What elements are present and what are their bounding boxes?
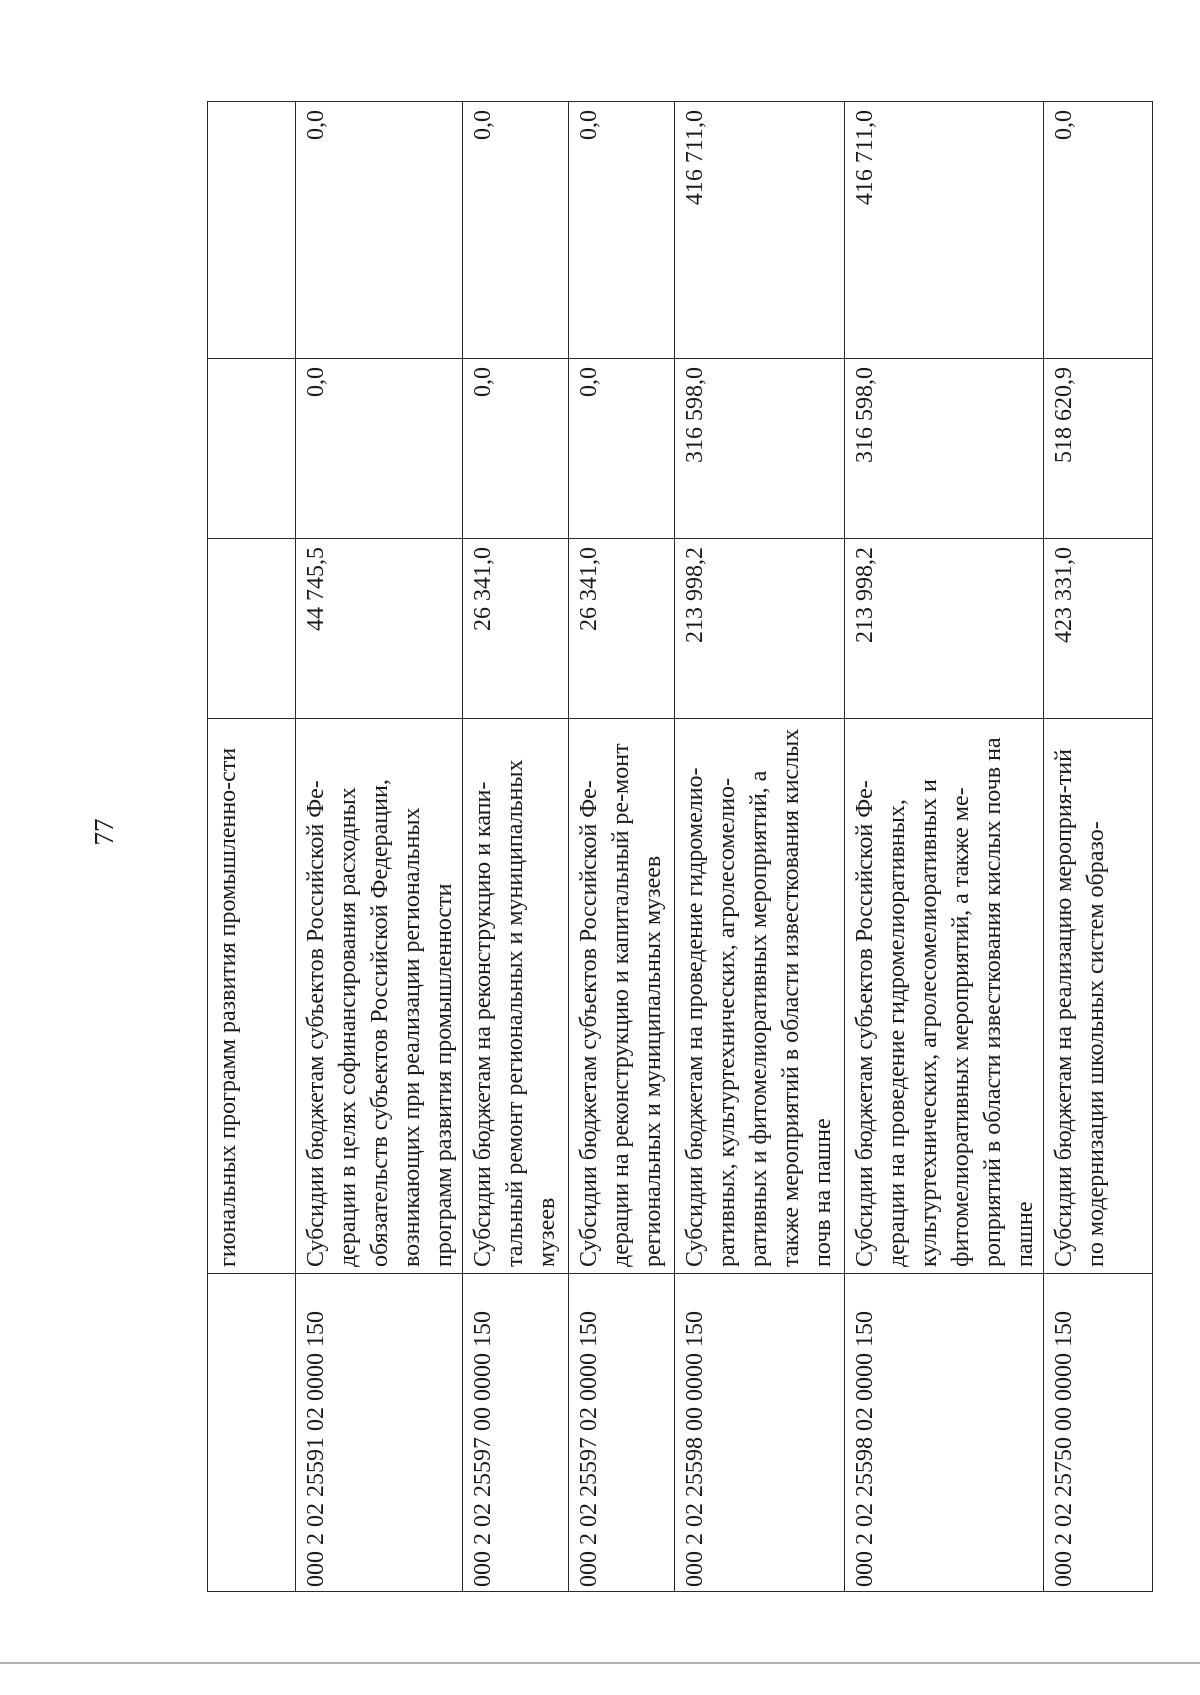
value-cell-3: 416 711,0 xyxy=(675,102,845,359)
table-row xyxy=(208,102,296,1592)
description-cell: Субсидии бюджетам на реализацию мероприя-тий по модернизации школьных систем образо- xyxy=(1044,719,1153,1274)
budget-table xyxy=(207,101,1153,1592)
value-cell-3: 0,0 xyxy=(1044,102,1153,359)
value-cell-1: 213 998,2 xyxy=(845,539,1044,719)
description-cell: Субсидии бюджетам субъектов Российской Фе-дерации на реконструкцию и капитальный ре-монт региональных и муниципальных музеев xyxy=(569,719,675,1274)
value-cell-2 xyxy=(208,359,296,539)
value-cell-2: 316 598,0 xyxy=(845,359,1044,539)
value-cell-1: 213 998,2 xyxy=(675,539,845,719)
rotated-table-container xyxy=(207,102,1109,1592)
table-row xyxy=(845,102,1044,1592)
value-cell-3 xyxy=(208,102,296,359)
budget-code-cell: 000 2 02 25597 00 0000 150 xyxy=(463,1274,569,1592)
budget-code-cell: 000 2 02 25750 00 0000 150 xyxy=(1044,1274,1153,1592)
value-cell-2: 0,0 xyxy=(296,359,463,539)
value-cell-2: 518 620,9 xyxy=(1044,359,1153,539)
value-cell-3: 416 711,0 xyxy=(845,102,1044,359)
value-cell-2: 0,0 xyxy=(569,359,675,539)
description-cell: Субсидии бюджетам на реконструкцию и капи-тальный ремонт региональных и муниципальных музеев xyxy=(463,719,569,1274)
table-row xyxy=(1044,102,1153,1592)
value-cell-3: 0,0 xyxy=(463,102,569,359)
description-cell: Субсидии бюджетам субъектов Российской Фе-дерации на проведение гидромелиоративных, культуртехнических, агролесомелиоративных и фитомелиоративных мероприятий, а также ме-роприятий в области известкования кислых почв на пашне xyxy=(845,719,1044,1274)
table-row xyxy=(569,102,675,1592)
table-row xyxy=(296,102,463,1592)
value-cell-1: 423 331,0 xyxy=(1044,539,1153,719)
description-cell: гиональных программ развития промышленно-сти xyxy=(208,719,296,1274)
value-cell-2: 316 598,0 xyxy=(675,359,845,539)
scan-bottom-edge xyxy=(0,1662,1200,1664)
value-cell-1 xyxy=(208,539,296,719)
page-number: 77 xyxy=(89,818,119,846)
budget-code-cell: 000 2 02 25598 00 0000 150 xyxy=(675,1274,845,1592)
budget-code-cell xyxy=(208,1274,296,1592)
table-row xyxy=(463,102,569,1592)
value-cell-2: 0,0 xyxy=(463,359,569,539)
description-cell: Субсидии бюджетам субъектов Российской Фе-дерации в целях софинансирования расходных обязательств субъектов Российской Федерации, возникающих при реализации региональных программ развития промышленности xyxy=(296,719,463,1274)
budget-code-cell: 000 2 02 25598 02 0000 150 xyxy=(845,1274,1044,1592)
description-cell: Субсидии бюджетам на проведение гидромелио-ративных, культуртехнических, агролесомелио-ративных и фитомелиоративных мероприятий, а также мероприятий в области известкования кислых почв на пашне xyxy=(675,719,845,1274)
value-cell-1: 26 341,0 xyxy=(463,539,569,719)
value-cell-1: 44 745,5 xyxy=(296,539,463,719)
budget-code-cell: 000 2 02 25597 02 0000 150 xyxy=(569,1274,675,1592)
table-row xyxy=(675,102,845,1592)
value-cell-3: 0,0 xyxy=(296,102,463,359)
value-cell-3: 0,0 xyxy=(569,102,675,359)
budget-code-cell: 000 2 02 25591 02 0000 150 xyxy=(296,1274,463,1592)
value-cell-1: 26 341,0 xyxy=(569,539,675,719)
